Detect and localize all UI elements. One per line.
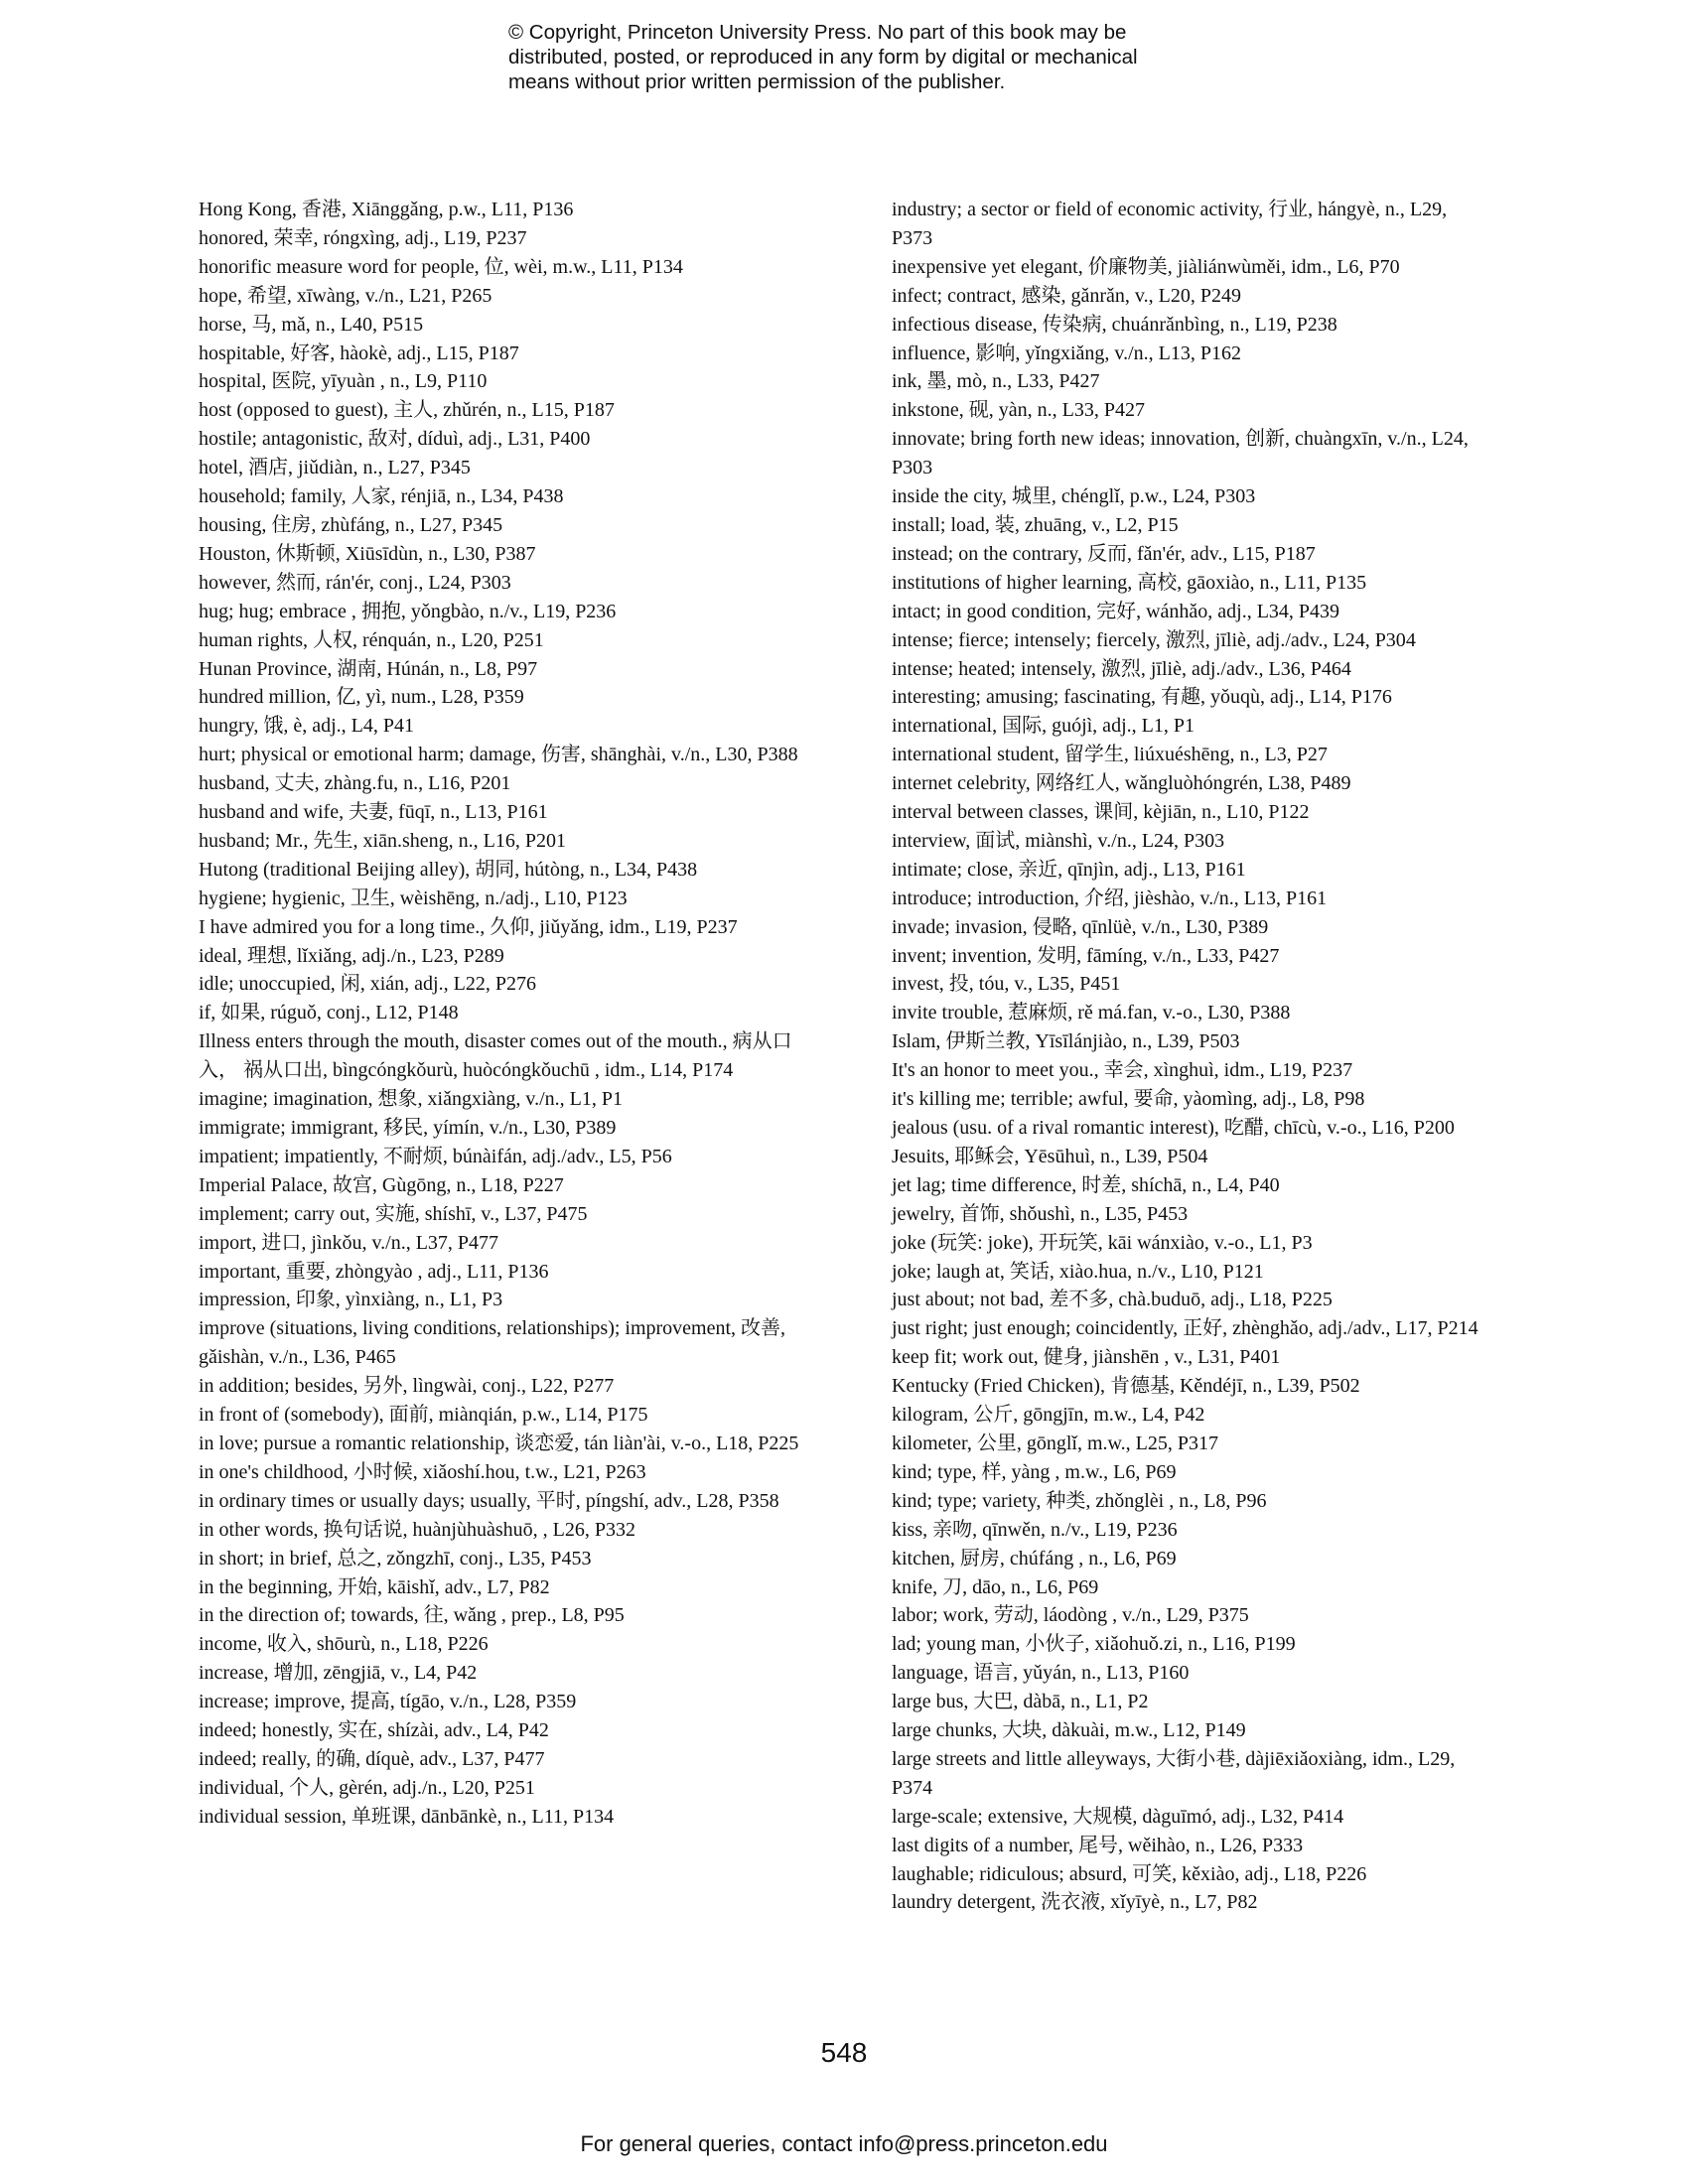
glossary-left-column — [199, 196, 804, 1832]
glossary-entry: household; family, 人家, rénjiā, n., L34, P438 — [199, 485, 564, 508]
glossary-entry: hygiene; hygienic, 卫生, wèishēng, n./adj., L10, P123 — [199, 887, 628, 909]
glossary-entry: hospitable, 好客, hàokè, adj., L15, P187 — [199, 341, 519, 364]
glossary-entry: import, 进口, jìnkǒu, v./n., L37, P477 — [199, 1231, 499, 1254]
glossary-entry: improve (situations, living conditions, relationships); improvement, 改善, gǎishàn, v./n., L36, P465 — [199, 1317, 786, 1369]
glossary-entry: infect; contract, 感染, gǎnrǎn, v., L20, P249 — [892, 284, 1241, 307]
glossary-entry: hundred million, 亿, yì, num., L28, P359 — [199, 686, 524, 709]
glossary-entry: kilometer, 公里, gōnglǐ, m.w., L25, P317 — [892, 1432, 1218, 1454]
glossary-entry: internet celebrity, 网络红人, wǎngluòhóngrén, L38, P489 — [892, 772, 1351, 795]
glossary-entry: innovate; bring forth new ideas; innovation, 创新, chuàngxīn, v./n., L24, P303 — [892, 428, 1469, 479]
glossary-entry: Hutong (traditional Beijing alley), 胡同, hútòng, n., L34, P438 — [199, 858, 698, 881]
glossary-entry: large streets and little alleyways, 大街小巷, dàjiēxiǎoxiàng, idm., L29, P374 — [892, 1747, 1456, 1799]
glossary-entry: install; load, 装, zhuāng, v., L2, P15 — [892, 513, 1179, 536]
copyright-line-3: means without prior written permission of the publisher. — [508, 70, 1006, 93]
footer-contact: For general queries, contact info@press.princeton.edu — [580, 2131, 1108, 2156]
glossary-entry: hope, 希望, xīwàng, v./n., L21, P265 — [199, 284, 492, 307]
glossary-entry: institutions of higher learning, 高校, gāoxiào, n., L11, P135 — [892, 571, 1367, 594]
glossary-entry: it's killing me; terrible; awful, 要命, yàomìng, adj., L8, P98 — [892, 1088, 1365, 1111]
glossary-entry: in front of (somebody), 面前, miànqián, p.w., L14, P175 — [199, 1404, 648, 1427]
glossary-entry: industry; a sector or field of economic activity, 行业, hángyè, n., L29, P373 — [892, 199, 1448, 249]
glossary-entry: impatient; impatiently, 不耐烦, búnàifán, adj./adv., L5, P56 — [199, 1145, 672, 1167]
glossary-entry: last digits of a number, 尾号, wěihào, n., L26, P333 — [892, 1834, 1304, 1856]
glossary-entry: in the beginning, 开始, kāishǐ, adv., L7, P82 — [199, 1575, 550, 1598]
glossary-entry: Imperial Palace, 故宫, Gùgōng, n., L18, P227 — [199, 1173, 564, 1196]
glossary-entry: large bus, 大巴, dàbā, n., L1, P2 — [892, 1691, 1149, 1713]
glossary-entry: increase, 增加, zēngjiā, v., L4, P42 — [199, 1662, 478, 1685]
glossary-entry: husband, 丈夫, zhàng.fu, n., L16, P201 — [199, 772, 511, 795]
glossary-entry: just right; just enough; coincidently, 正好, zhènghǎo, adj./adv., L17, P214 — [892, 1317, 1478, 1340]
glossary-entry: I have admired you for a long time., 久仰, jiǔyǎng, idm., L19, P237 — [199, 915, 738, 938]
glossary-entry: husband; Mr., 先生, xiān.sheng, n., L16, P201 — [199, 829, 566, 852]
page-number: 548 — [820, 2037, 868, 2068]
glossary-entry: intact; in good condition, 完好, wánhǎo, adj., L34, P439 — [892, 600, 1340, 622]
glossary-entry: intense; heated; intensely, 激烈, jīliè, adj./adv., L36, P464 — [892, 657, 1351, 680]
glossary-entry: laundry detergent, 洗衣液, xǐyīyè, n., L7, P82 — [892, 1891, 1258, 1914]
glossary-entry: language, 语言, yǔyán, n., L13, P160 — [892, 1662, 1190, 1685]
glossary-entry: hug; hug; embrace , 拥抱, yǒngbào, n./v., L19, P236 — [199, 600, 617, 622]
glossary-right-column — [892, 196, 1487, 1917]
glossary-entry: interview, 面试, miànshì, v./n., L24, P303 — [892, 829, 1225, 852]
glossary-entry: lad; young man, 小伙子, xiǎohuǒ.zi, n., L16, P199 — [892, 1633, 1296, 1656]
glossary-entry: in addition; besides, 另外, lìngwài, conj., L22, P277 — [199, 1375, 615, 1398]
glossary-entry: Illness enters through the mouth, disaster comes out of the mouth., 病从口入， 祸从口出, bìngcóngkǒurù, huòcóngkǒuchū , idm., L14, P174 — [199, 1030, 792, 1082]
glossary-entry: in the direction of; towards, 往, wǎng , prep., L8, P95 — [199, 1604, 625, 1627]
glossary-entry: important, 重要, zhòngyào , adj., L11, P136 — [199, 1260, 549, 1283]
glossary-entry: jet lag; time difference, 时差, shíchā, n., L4, P40 — [892, 1173, 1280, 1196]
glossary-entry: hostile; antagonistic, 敌对, díduì, adj., L31, P400 — [199, 428, 591, 451]
glossary-entry: inkstone, 砚, yàn, n., L33, P427 — [892, 399, 1145, 422]
glossary-entry: host (opposed to guest), 主人, zhǔrén, n., L15, P187 — [199, 399, 615, 422]
glossary-entry: impression, 印象, yìnxiàng, n., L1, P3 — [199, 1289, 503, 1311]
glossary-entry: indeed; really, 的确, díquè, adv., L37, P477 — [199, 1747, 545, 1770]
copyright-line-2: distributed, posted, or reproduced in any form by digital or mechanical — [508, 46, 1138, 68]
glossary-entry: kind; type; variety, 种类, zhǒnglèi , n., L8, P96 — [892, 1489, 1267, 1512]
glossary-entry: interval between classes, 课间, kèjiān, n., L10, P122 — [892, 801, 1310, 824]
glossary-entry: honorific measure word for people, 位, wèi, m.w., L11, P134 — [199, 255, 683, 278]
glossary-entry: Islam, 伊斯兰教, Yīsīlánjiào, n., L39, P503 — [892, 1030, 1240, 1053]
glossary-entry: inexpensive yet elegant, 价廉物美, jiàliánwùměi, idm., L6, P70 — [892, 255, 1400, 278]
glossary-entry: imagine; imagination, 想象, xiǎngxiàng, v./n., L1, P1 — [199, 1088, 623, 1111]
glossary-entry: in one's childhood, 小时候, xiǎoshí.hou, t.w., L21, P263 — [199, 1460, 646, 1483]
glossary-entry: interesting; amusing; fascinating, 有趣, yǒuqù, adj., L14, P176 — [892, 686, 1392, 709]
glossary-entry: keep fit; work out, 健身, jiànshēn , v., L31, P401 — [892, 1346, 1281, 1369]
glossary-entry: hurt; physical or emotional harm; damage, 伤害, shānghài, v./n., L30, P388 — [199, 744, 798, 766]
glossary-entry: idle; unoccupied, 闲, xián, adj., L22, P276 — [199, 973, 536, 996]
glossary-entry: implement; carry out, 实施, shíshī, v., L37, P475 — [199, 1202, 588, 1225]
glossary-entry: Jesuits, 耶稣会, Yēsūhuì, n., L39, P504 — [892, 1145, 1208, 1167]
glossary-entry: however, 然而, rán'ér, conj., L24, P303 — [199, 571, 511, 594]
glossary-entry: international student, 留学生, liúxuéshēng, n., L3, P27 — [892, 744, 1328, 766]
glossary-entry: influence, 影响, yǐngxiǎng, v./n., L13, P162 — [892, 341, 1241, 364]
glossary-entry: immigrate; immigrant, 移民, yímín, v./n., L30, P389 — [199, 1117, 617, 1139]
glossary-entry: in love; pursue a romantic relationship, 谈恋爱, tán liàn'ài, v.-o., L18, P225 — [199, 1432, 799, 1454]
glossary-entry: hotel, 酒店, jiǔdiàn, n., L27, P345 — [199, 457, 471, 479]
glossary-entry: kilogram, 公斤, gōngjīn, m.w., L4, P42 — [892, 1404, 1205, 1427]
glossary-entry: Hunan Province, 湖南, Húnán, n., L8, P97 — [199, 657, 538, 680]
glossary-entry: hospital, 医院, yīyuàn , n., L9, P110 — [199, 370, 488, 393]
glossary-entry: hungry, 饿, è, adj., L4, P41 — [199, 715, 415, 738]
glossary-entry: joke; laugh at, 笑话, xiào.hua, n./v., L10, P121 — [892, 1260, 1264, 1283]
glossary-entry: human rights, 人权, rénquán, n., L20, P251 — [199, 628, 544, 651]
glossary-entry: knife, 刀, dāo, n., L6, P69 — [892, 1575, 1099, 1598]
glossary-entry: income, 收入, shōurù, n., L18, P226 — [199, 1633, 489, 1656]
glossary-entry: horse, 马, mǎ, n., L40, P515 — [199, 313, 424, 336]
glossary-entry: in ordinary times or usually days; usually, 平时, píngshí, adv., L28, P358 — [199, 1489, 779, 1512]
glossary-entry: laughable; ridiculous; absurd, 可笑, kěxiào, adj., L18, P226 — [892, 1862, 1367, 1885]
glossary-entry: invest, 投, tóu, v., L35, P451 — [892, 973, 1121, 996]
glossary-entry: jealous (usu. of a rival romantic interest), 吃醋, chīcù, v.-o., L16, P200 — [892, 1117, 1455, 1139]
glossary-entry: kitchen, 厨房, chúfáng , n., L6, P69 — [892, 1547, 1177, 1570]
glossary-entry: kiss, 亲吻, qīnwěn, n./v., L19, P236 — [892, 1518, 1178, 1541]
glossary-entry: Houston, 休斯顿, Xiūsīdùn, n., L30, P387 — [199, 542, 536, 565]
glossary-entry: invite trouble, 惹麻烦, rě má.fan, v.-o., L30, P388 — [892, 1002, 1291, 1024]
glossary-entry: It's an honor to meet you., 幸会, xìnghuì, idm., L19, P237 — [892, 1059, 1353, 1082]
glossary-entry: intimate; close, 亲近, qīnjìn, adj., L13, P161 — [892, 858, 1246, 881]
glossary-entry: inside the city, 城里, chénglǐ, p.w., L24, P303 — [892, 485, 1256, 508]
glossary-entry: husband and wife, 夫妻, fūqī, n., L13, P161 — [199, 801, 548, 824]
glossary-entry: instead; on the contrary, 反而, fǎn'ér, adv., L15, P187 — [892, 542, 1316, 565]
glossary-entry: international, 国际, guójì, adj., L1, P1 — [892, 715, 1195, 738]
glossary-entry: large-scale; extensive, 大规模, dàguīmó, adj., L32, P414 — [892, 1805, 1344, 1828]
glossary-entry: kind; type, 样, yàng , m.w., L6, P69 — [892, 1460, 1177, 1483]
copyright-notice — [508, 20, 1203, 94]
glossary-entry: ink, 墨, mò, n., L33, P427 — [892, 370, 1100, 393]
glossary-entry: labor; work, 劳动, láodòng , v./n., L29, P375 — [892, 1604, 1249, 1627]
glossary-entry: indeed; honestly, 实在, shízài, adv., L4, P42 — [199, 1719, 549, 1742]
glossary-entry: honored, 荣幸, róngxìng, adj., L19, P237 — [199, 226, 527, 249]
glossary-entry: infectious disease, 传染病, chuánrǎnbìng, n., L19, P238 — [892, 313, 1337, 336]
glossary-entry: invade; invasion, 侵略, qīnlüè, v./n., L30, P389 — [892, 915, 1269, 938]
glossary-entry: introduce; introduction, 介绍, jièshào, v./n., L13, P161 — [892, 887, 1328, 909]
glossary-entry: ideal, 理想, lǐxiǎng, adj./n., L23, P289 — [199, 944, 504, 967]
glossary-entry: Hong Kong, 香港, Xiānggǎng, p.w., L11, P136 — [199, 199, 574, 220]
glossary-entry: large chunks, 大块, dàkuài, m.w., L12, P149 — [892, 1719, 1246, 1742]
glossary-entry: if, 如果, rúguǒ, conj., L12, P148 — [199, 1002, 459, 1024]
glossary-entry: in other words, 换句话说, huànjùhuàshuō, , L26, P332 — [199, 1518, 635, 1541]
glossary-entry: Kentucky (Fried Chicken), 肯德基, Kěndéjī, n., L39, P502 — [892, 1375, 1360, 1398]
glossary-entry: housing, 住房, zhùfáng, n., L27, P345 — [199, 513, 503, 536]
glossary-entry: increase; improve, 提高, tígāo, v./n., L28, P359 — [199, 1691, 577, 1713]
glossary-entry: joke (玩笑: joke), 开玩笑, kāi wánxiào, v.-o., L1, P3 — [892, 1231, 1313, 1254]
copyright-line-1: © Copyright, Princeton University Press. No part of this book may be — [508, 21, 1127, 44]
glossary-entry: jewelry, 首饰, shǒushì, n., L35, P453 — [892, 1202, 1189, 1225]
glossary-entry: in short; in brief, 总之, zǒngzhī, conj., L35, P453 — [199, 1547, 592, 1570]
glossary-entry: individual, 个人, gèrén, adj./n., L20, P251 — [199, 1776, 535, 1799]
glossary-entry: invent; invention, 发明, fāmíng, v./n., L33, P427 — [892, 944, 1280, 967]
glossary-entry: just about; not bad, 差不多, chà.buduō, adj., L18, P225 — [892, 1289, 1333, 1311]
glossary-entry: individual session, 单班课, dānbānkè, n., L11, P134 — [199, 1805, 615, 1828]
glossary-entry: intense; fierce; intensely; fiercely, 激烈, jīliè, adj./adv., L24, P304 — [892, 628, 1416, 651]
